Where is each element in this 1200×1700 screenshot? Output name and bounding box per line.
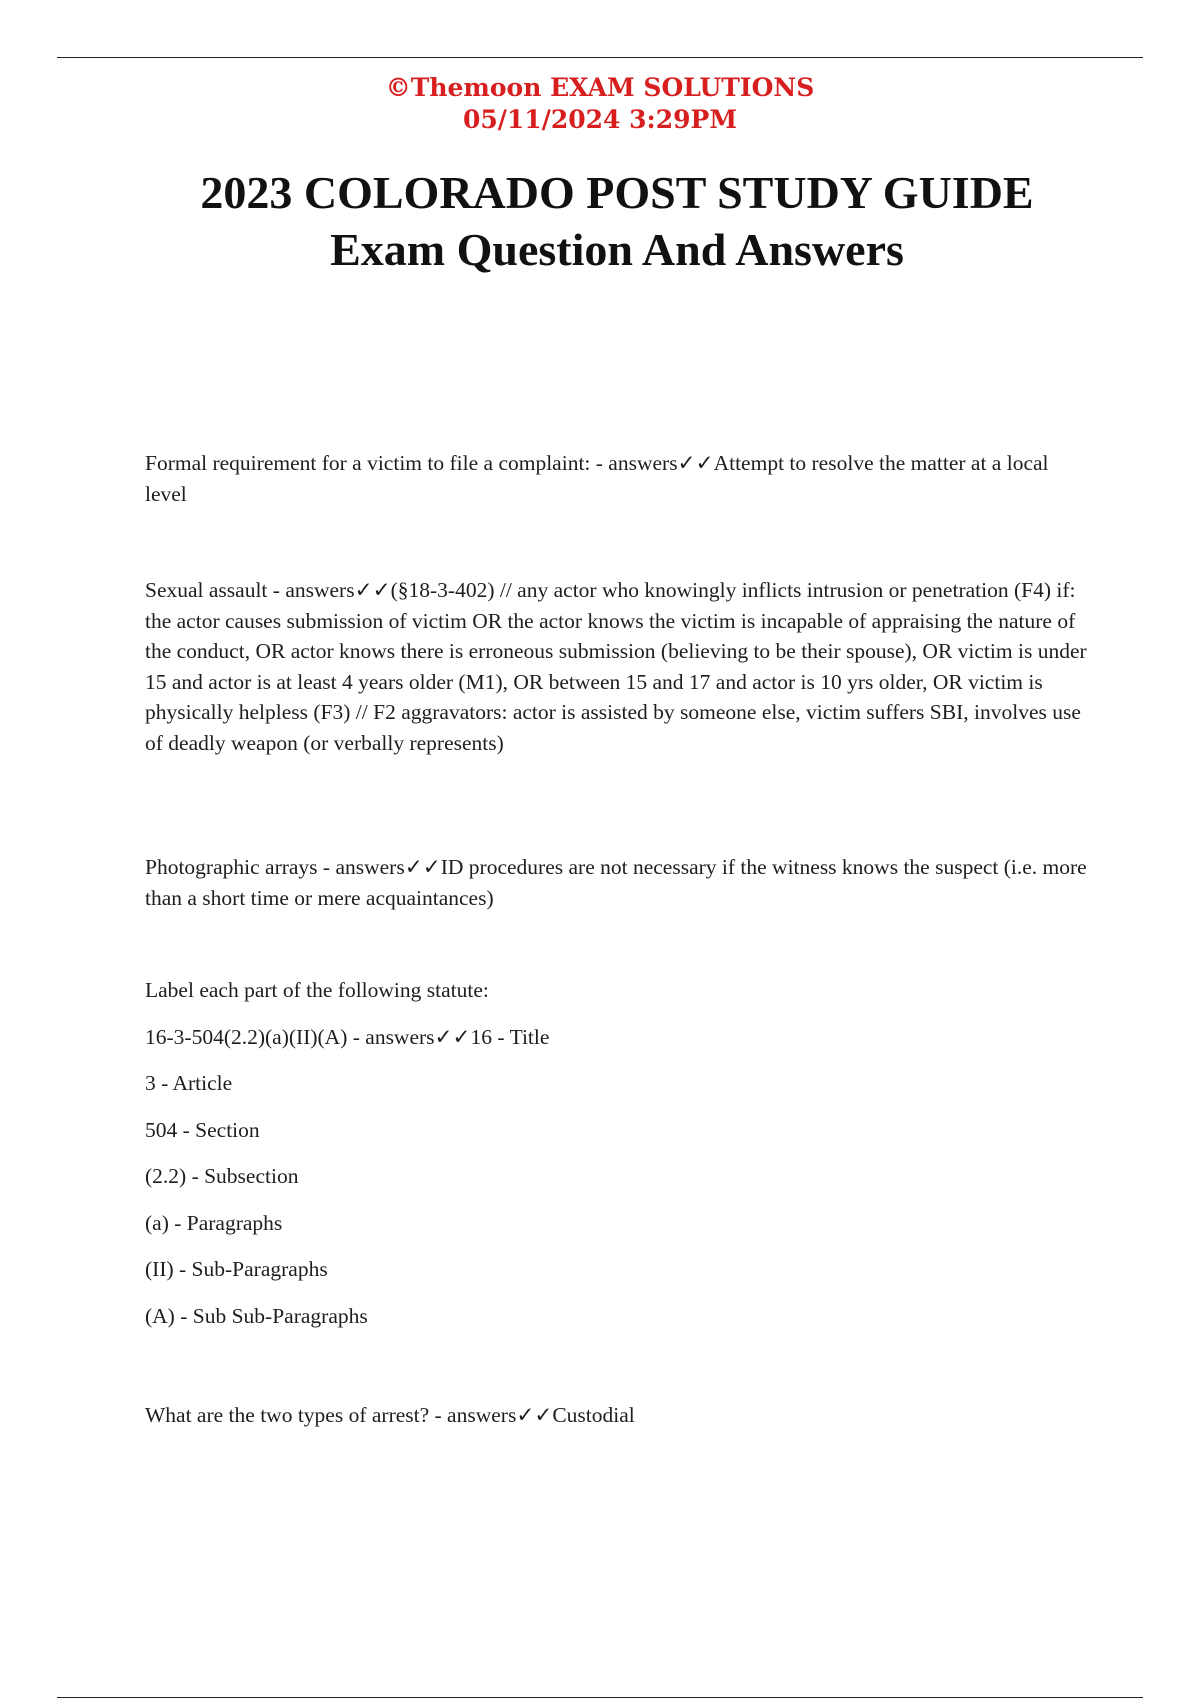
qa-intro: Label each part of the following statute: <box>145 978 489 1002</box>
qa-text: What are the two types of arrest? - answers✓✓Custodial <box>145 1403 635 1427</box>
statute-line: (II) - Sub-Paragraphs <box>145 1257 328 1281</box>
qa-entry-complaint <box>145 448 1090 509</box>
statute-line: 504 - Section <box>145 1117 260 1142</box>
qa-entry-photographic-arrays <box>145 852 1090 913</box>
qa-entry-sexual-assault <box>145 575 1090 758</box>
title-line-1: 2023 COLORADO POST STUDY GUIDE <box>200 167 1034 218</box>
statute-line: 3 - Article <box>145 1071 233 1095</box>
bottom-rule <box>57 1697 1143 1698</box>
statute-line: (2.2) - Subsection <box>145 1164 299 1188</box>
qa-entry-arrest-types <box>145 1400 1090 1431</box>
qa-entry-statute-labels <box>145 975 1090 1347</box>
document-title <box>0 164 1200 278</box>
statute-line: (A) - Sub Sub-Paragraphs <box>145 1303 368 1328</box>
statute-line: 16-3-504(2.2)(a)(II)(A) - answers✓✓16 - Title <box>145 1024 550 1049</box>
statute-line: (a) - Paragraphs <box>145 1210 283 1235</box>
qa-text: Photographic arrays - answers✓✓ID procedures are not necessary if the witness knows the suspect (i.e. more than a short time or mere acquaintances) <box>145 855 1087 910</box>
top-rule <box>57 57 1143 58</box>
watermark-header <box>0 72 1200 136</box>
watermark-line-1: ©Themoon EXAM SOLUTIONS <box>385 73 815 102</box>
qa-text: Formal requirement for a victim to file a complaint: - answers✓✓Attempt to resolve the matter at a local level <box>145 451 1049 506</box>
watermark-line-2: 05/11/2024 3:29PM <box>462 105 737 134</box>
qa-text: Sexual assault - answers✓✓(§18-3-402) // any actor who knowingly inflicts intrusion or penetration (F4) if: the actor causes submission of victim OR the actor knows the victim is incapable of appraising the nature of the conduct, OR actor knows there is erroneous submission (believing to be their spouse), OR victim is under 15 and actor is at least 4 years older (M1), OR between 15 and 17 and actor is 10 yrs older, OR victim is physically helpless (F3) // F2 aggravators: actor is assisted by someone else, victim suffers SBI, involves use of deadly weapon (or verbally represents) <box>145 578 1087 755</box>
title-line-2: Exam Question And Answers <box>330 224 904 275</box>
